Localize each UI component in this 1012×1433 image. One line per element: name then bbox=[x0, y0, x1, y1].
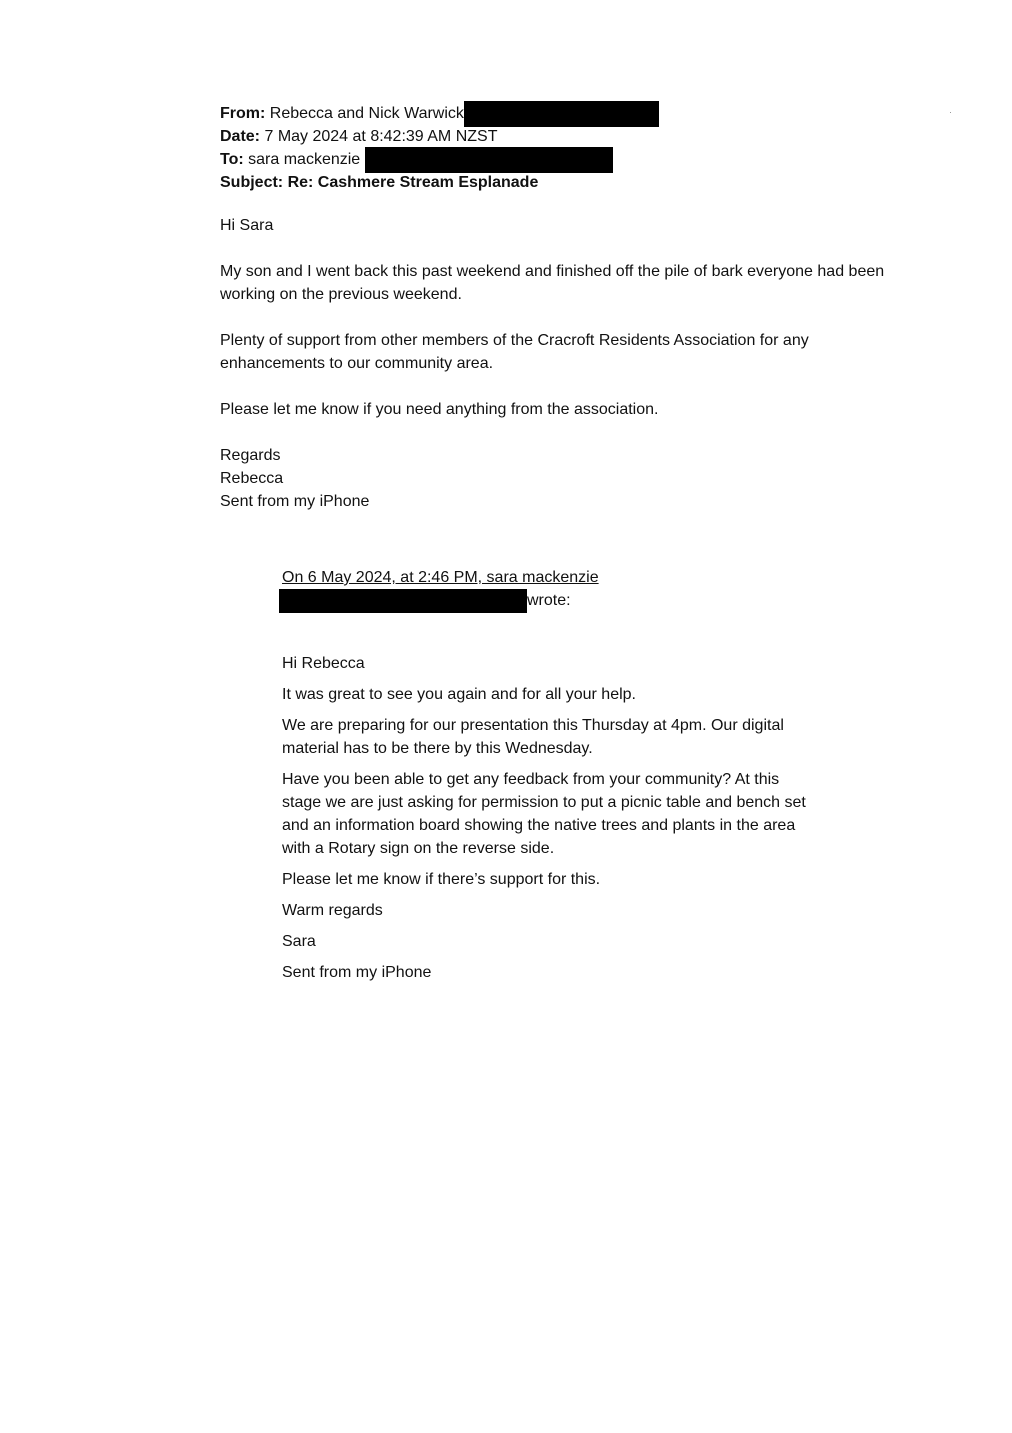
quoted-intro-line2 bbox=[282, 589, 822, 613]
body-paragraph: My son and I went back this past weekend and finished off the pile of bark everyone had been working on the previous weekend. bbox=[220, 263, 885, 303]
quoted-paragraph: Please let me know if there’s support for this. bbox=[282, 871, 601, 888]
subject-value: Re: Cashmere Stream Esplanade bbox=[287, 174, 539, 191]
quoted-greeting: Hi Rebecca bbox=[282, 655, 365, 672]
quoted-intro: On 6 May 2024, at 2:46 PM, sara mackenzie bbox=[282, 569, 599, 586]
body-paragraph: Plenty of support from other members of the Cracroft Residents Association for any enhancements to our community area. bbox=[220, 332, 809, 372]
quoted-message bbox=[282, 566, 822, 992]
date-line bbox=[220, 125, 920, 148]
email-header bbox=[220, 102, 920, 194]
body-paragraph: Please let me know if you need anything from the association. bbox=[220, 401, 659, 418]
redaction-to-email bbox=[365, 147, 613, 173]
scan-speck bbox=[950, 112, 951, 113]
to-line bbox=[220, 148, 920, 171]
to-value: sara mackenzie bbox=[248, 151, 361, 168]
date-value: 7 May 2024 at 8:42:39 AM NZST bbox=[264, 128, 498, 145]
redaction-from-email bbox=[464, 101, 659, 127]
greeting: Hi Sara bbox=[220, 217, 274, 234]
to-label: To: bbox=[220, 151, 244, 168]
quoted-signature: Sara bbox=[282, 933, 316, 950]
quoted-wrote: wrote: bbox=[527, 592, 571, 609]
quoted-sent-from: Sent from my iPhone bbox=[282, 964, 432, 981]
sent-from: Sent from my iPhone bbox=[220, 493, 370, 510]
quoted-body bbox=[282, 652, 822, 984]
redaction-quoted-email bbox=[279, 589, 527, 613]
signature: Rebecca bbox=[220, 470, 284, 487]
quoted-paragraph: It was great to see you again and for all your help. bbox=[282, 686, 636, 703]
quoted-closing: Warm regards bbox=[282, 902, 383, 919]
from-line bbox=[220, 102, 920, 125]
from-label: From: bbox=[220, 105, 266, 122]
date-label: Date: bbox=[220, 128, 261, 145]
quoted-paragraph: We are preparing for our presentation this Thursday at 4pm. Our digital material has to be there by this Wednesday. bbox=[282, 717, 784, 757]
email-body bbox=[220, 214, 900, 513]
closing: Regards bbox=[220, 447, 281, 464]
from-value: Rebecca and Nick Warwick bbox=[269, 105, 464, 122]
subject-line bbox=[220, 171, 920, 194]
subject-label: Subject: bbox=[220, 174, 284, 191]
quoted-paragraph: Have you been able to get any feedback from your community? At this stage we are just asking for permission to put a picnic table and bench set and an information board showing the native trees and plants in the area with a Rotary sign on the reverse side. bbox=[282, 771, 806, 857]
